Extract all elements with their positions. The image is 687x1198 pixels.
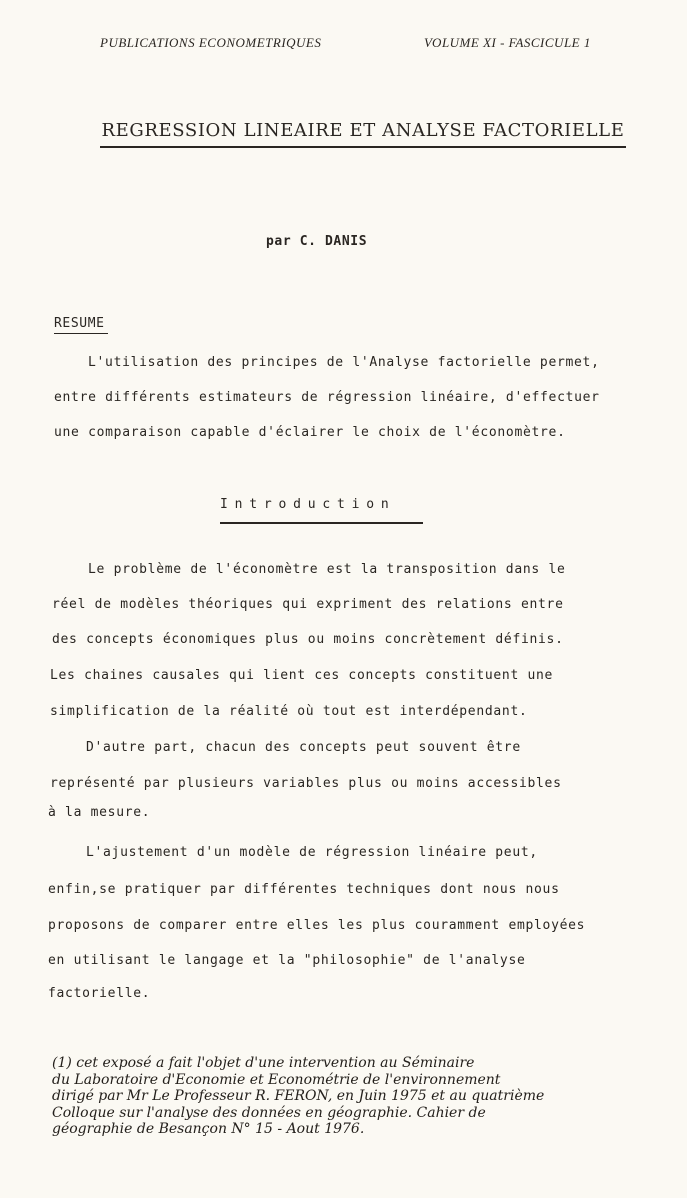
- introduction-underline: [220, 522, 423, 524]
- body-line: L'ajustement d'un modèle de régression linéaire peut,: [86, 845, 538, 860]
- body-line: enfin,se pratiquer par différentes techniques dont nous nous: [48, 882, 560, 897]
- body-line: Le problème de l'économètre est la transposition dans le: [88, 562, 566, 577]
- body-line: factorielle.: [48, 986, 151, 1001]
- footnote-line: dirigé par Mr Le Professeur R. FERON, en Juin 1975 et au quatrième: [52, 1088, 545, 1104]
- resume-underline: [54, 333, 108, 334]
- body-line: proposons de comparer entre elles les plus couramment employées: [48, 918, 586, 933]
- author-line: par C. DANIS: [266, 234, 368, 249]
- footnote-line: géographie de Besançon N° 15 - Aout 1976.: [52, 1121, 365, 1137]
- body-line: simplification de la réalité où tout est interdépendant.: [50, 704, 528, 719]
- footnote-line: Colloque sur l'analyse des données en géographie. Cahier de: [52, 1104, 486, 1121]
- body-line: réel de modèles théoriques qui expriment des relations entre: [52, 597, 564, 612]
- footnote-line: du Laboratoire d'Economie et Econométrie de l'environnement: [52, 1071, 501, 1088]
- volume-info: VOLUME XI - FASCICULE 1: [424, 35, 591, 50]
- body-line: D'autre part, chacun des concepts peut souvent être: [86, 740, 521, 755]
- footnote: [52, 1055, 652, 1138]
- body-line: représenté par plusieurs variables plus ou moins accessibles: [50, 776, 562, 791]
- resume-line: L'utilisation des principes de l'Analyse factorielle permet,: [88, 355, 600, 370]
- body-line: Les chaines causales qui lient ces concepts constituent une: [50, 668, 554, 683]
- journal-name: PUBLICATIONS ECONOMETRIQUES: [100, 35, 322, 50]
- introduction-heading: Introduction: [220, 497, 396, 512]
- resume-line: une comparaison capable d'éclairer le choix de l'économètre.: [54, 425, 566, 440]
- resume-heading: RESUME: [54, 316, 105, 331]
- footnote-line: (1) cet exposé a fait l'objet d'une intervention au Séminaire: [52, 1055, 475, 1071]
- body-line: des concepts économiques plus ou moins concrètement définis.: [52, 632, 564, 647]
- title-underline: [100, 146, 626, 148]
- body-line: à la mesure.: [48, 805, 151, 820]
- article-title: REGRESSION LINEAIRE ET ANALYSE FACTORIELLE: [101, 120, 625, 141]
- resume-line: entre différents estimateurs de régression linéaire, d'effectuer: [54, 390, 600, 405]
- body-line: en utilisant le langage et la "philosophie" de l'analyse: [48, 953, 526, 968]
